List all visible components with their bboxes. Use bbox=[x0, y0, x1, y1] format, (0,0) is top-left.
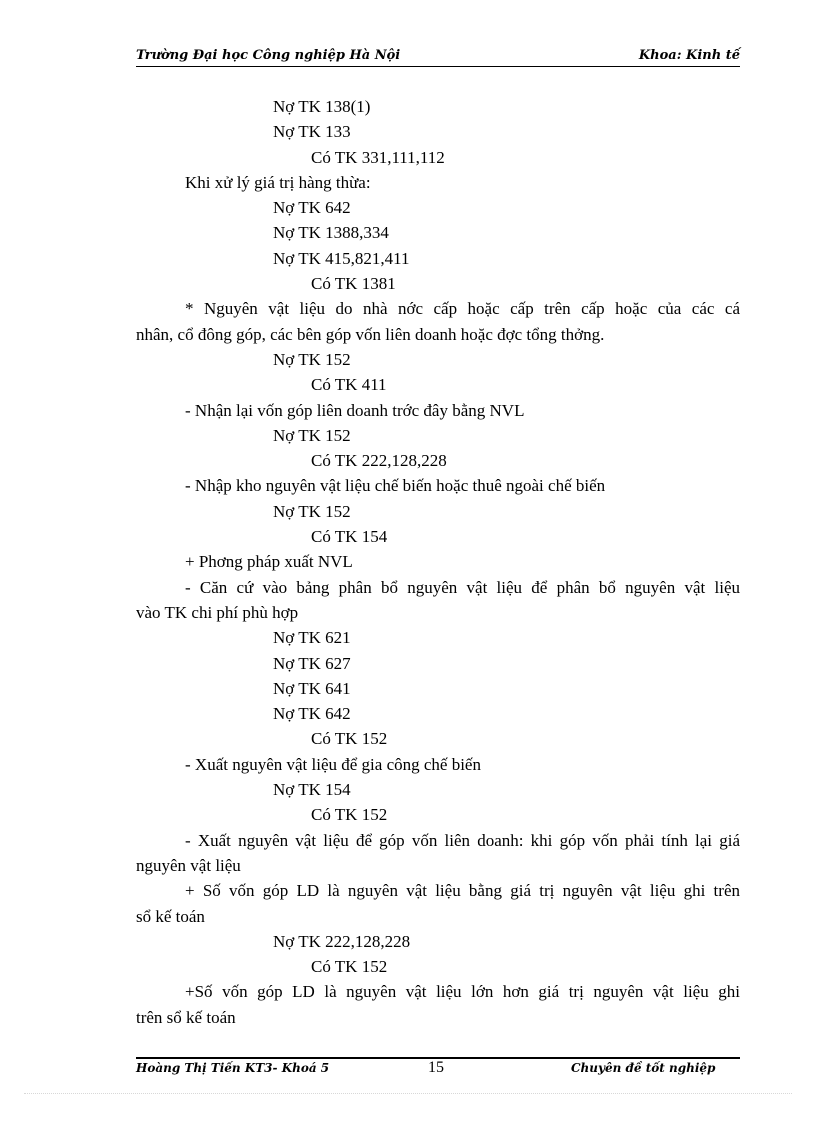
text-line: + Phơng pháp xuất NVL bbox=[185, 552, 353, 572]
text-line: Nợ TK 642 bbox=[273, 198, 351, 218]
text-line: Nợ TK 222,128,228 bbox=[273, 931, 411, 951]
text-line: nguyên vật liệu bbox=[136, 855, 241, 875]
text-line: trên sổ kế toán bbox=[136, 1007, 236, 1027]
text-line: - Xuất nguyên vật liệu để góp vốn liên doanh: khi góp vốn phải tính lại giá bbox=[185, 830, 740, 850]
text-line: +Số vốn góp LD là nguyên vật liệu lớn hơn giá trị nguyên vật liệu ghi bbox=[185, 982, 740, 1002]
text-line: - Xuất nguyên vật liệu để gia công chế biến bbox=[185, 754, 481, 774]
text-line: Nợ TK 154 bbox=[273, 780, 351, 800]
header-school: Trường Đại học Công nghiệp Hà Nội bbox=[136, 48, 401, 63]
text-line: Nợ TK 642 bbox=[273, 704, 351, 724]
page-bottom-dotted-rule bbox=[24, 1093, 792, 1094]
text-line: Nợ TK 1388,334 bbox=[273, 223, 389, 243]
text-line: Nợ TK 415,821,411 bbox=[273, 248, 410, 268]
text-line: - Nhập kho nguyên vật liệu chế biến hoặc thuê ngoài chế biến bbox=[185, 476, 606, 496]
text-line: Có TK 1381 bbox=[311, 274, 396, 294]
text-line: Có TK 222,128,228 bbox=[311, 451, 447, 471]
document-body bbox=[136, 94, 740, 1030]
footer-thesis-title: Chuyên đề tốt nghiệp bbox=[571, 1061, 716, 1075]
text-line: Nợ TK 627 bbox=[273, 653, 351, 673]
page-header bbox=[136, 46, 740, 67]
page-number: 15 bbox=[428, 1059, 444, 1076]
text-line: sổ kế toán bbox=[136, 906, 205, 926]
text-line: - Căn cứ vào bảng phân bổ nguyên vật liệu để phân bổ nguyên vật liệu bbox=[185, 577, 740, 597]
text-line: Nợ TK 152 bbox=[273, 501, 351, 521]
text-line: Nợ TK 133 bbox=[273, 122, 351, 142]
text-line: Có TK 152 bbox=[311, 957, 388, 977]
text-line: Khi xử lý giá trị hàng thừa: bbox=[185, 172, 371, 192]
text-line: vào TK chi phí phù hợp bbox=[136, 602, 299, 622]
text-line: Có TK 331,111,112 bbox=[311, 147, 445, 167]
header-faculty: Khoa: Kinh tế bbox=[638, 48, 740, 63]
text-line: Có TK 411 bbox=[311, 375, 387, 395]
text-line: Nợ TK 621 bbox=[273, 628, 351, 648]
text-line: + Số vốn góp LD là nguyên vật liệu bằng giá trị nguyên vật liệu ghi trên bbox=[185, 881, 740, 901]
text-line: - Nhận lại vốn góp liên doanh trớc đây bằng NVL bbox=[185, 400, 525, 420]
text-line: * Nguyên vật liệu do nhà nớc cấp hoặc cấp trên cấp hoặc của các cá bbox=[185, 299, 740, 319]
text-line: Nợ TK 152 bbox=[273, 349, 351, 369]
text-line: nhân, cổ đông góp, các bên góp vốn liên doanh hoặc đợc tổng thởng. bbox=[136, 324, 605, 344]
text-line: Nợ TK 138(1) bbox=[273, 97, 371, 116]
text-line: Có TK 154 bbox=[311, 527, 388, 547]
footer-author: Hoàng Thị Tiến KT3- Khoá 5 bbox=[136, 1061, 330, 1075]
text-line: Có TK 152 bbox=[311, 729, 388, 749]
text-line: Nợ TK 152 bbox=[273, 425, 351, 445]
text-line: Nợ TK 641 bbox=[273, 678, 351, 698]
text-line: Có TK 152 bbox=[311, 805, 388, 825]
